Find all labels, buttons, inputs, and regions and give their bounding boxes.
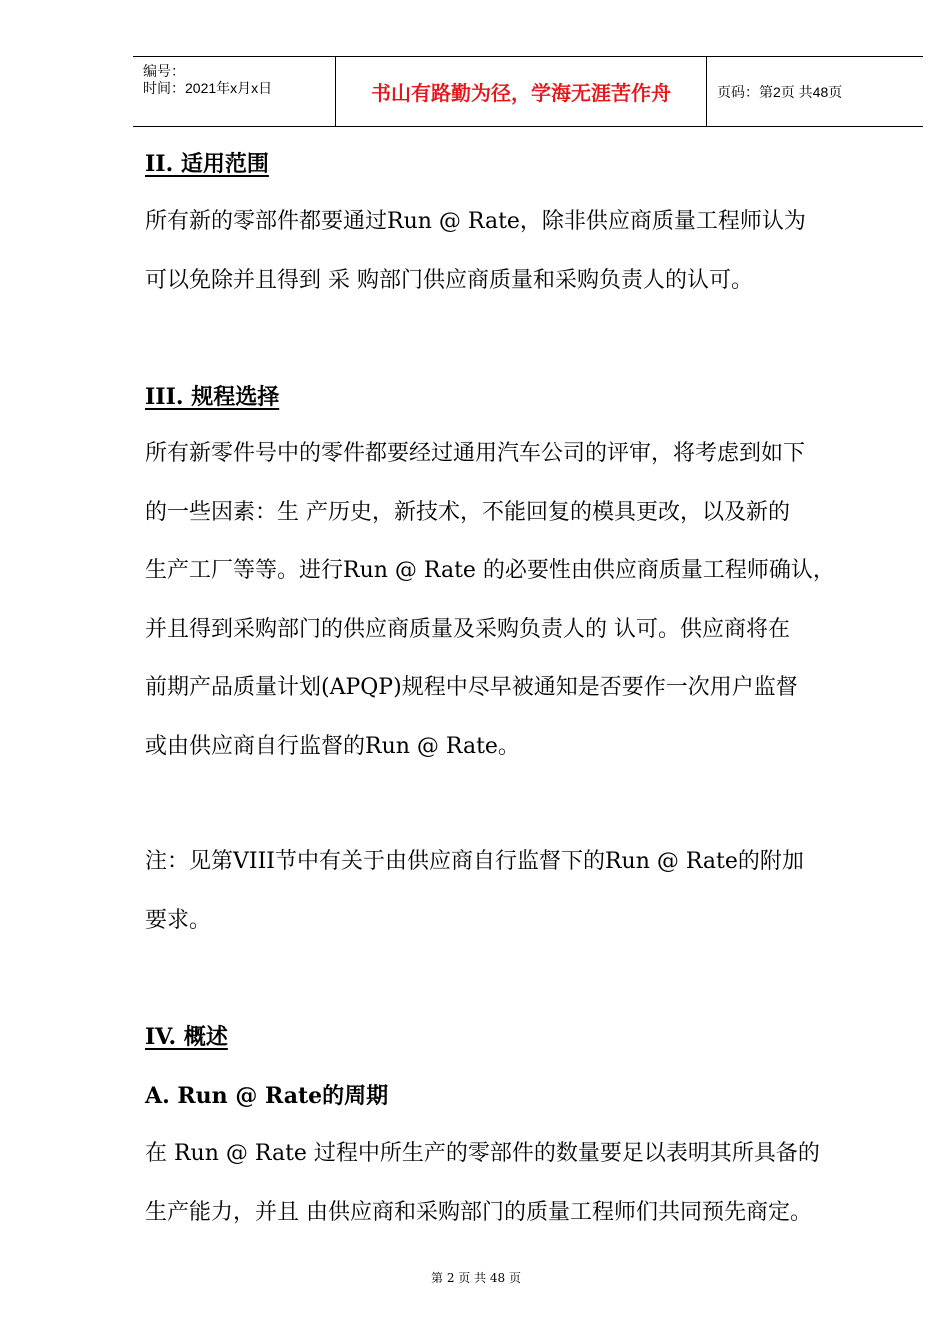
- paragraph-scope: [145, 193, 935, 310]
- text-line: 前期产品质量计划(APQP)规程中尽早被通知是否要作一次用户监督: [145, 675, 798, 700]
- section-heading-procedure: III. 规程选择: [145, 384, 280, 410]
- text-line: 所有新的零部件都要通过Run @ Rate，除非供应商质量工程师认为: [145, 209, 806, 234]
- time-label: 时间：2021年x月x日: [143, 80, 273, 96]
- header-page-info: 页码：第2页 共48页: [717, 83, 843, 100]
- page-header: [133, 56, 923, 127]
- paragraph-cycle: [145, 1125, 935, 1242]
- text-line: 要求。: [145, 907, 212, 933]
- text-line: 的一些因素：生 产历史，新技术，不能回复的模具更改，以及新的: [145, 499, 790, 525]
- text-line: 或由供应商自行监督的Run @ Rate。: [145, 733, 520, 759]
- number-label: 编号：: [143, 63, 185, 79]
- header-meta: [133, 57, 335, 126]
- text-line: 在 Run @ Rate 过程中所生产的零部件的数量要足以表明其所具备的: [145, 1141, 820, 1166]
- text-line: 生产能力，并且 由供应商和采购部门的质量工程师们共同预先商定。: [145, 1199, 812, 1225]
- section-heading-scope: II. 适用范围: [145, 151, 269, 177]
- header-motto: 书山有路勤为径，学海无涯苦作舟: [335, 57, 707, 126]
- text-line: 注：见第VIII节中有关于由供应商自行监督下的Run @ Rate的附加: [145, 849, 804, 874]
- text-line: 并且得到采购部门的供应商质量及采购负责人的 认可。供应商将在: [145, 616, 790, 642]
- subsection-heading-cycle: A. Run @ Rate的周期: [145, 1083, 389, 1109]
- section-heading-overview: IV. 概述: [145, 1024, 228, 1050]
- paragraph-note: [145, 833, 935, 950]
- text-line: 所有新零件号中的零件都要经过通用汽车公司的评审，将考虑到如下: [145, 441, 806, 466]
- page-footer: 第 2 页 共 48 页: [431, 1271, 521, 1285]
- text-line: 生产工厂等等。进行Run @ Rate 的必要性由供应商质量工程师确认，: [145, 558, 835, 583]
- paragraph-procedure: [145, 425, 935, 776]
- text-line: 可以免除并且得到 采 购部门供应商质量和采购负责人的认可。: [145, 267, 753, 293]
